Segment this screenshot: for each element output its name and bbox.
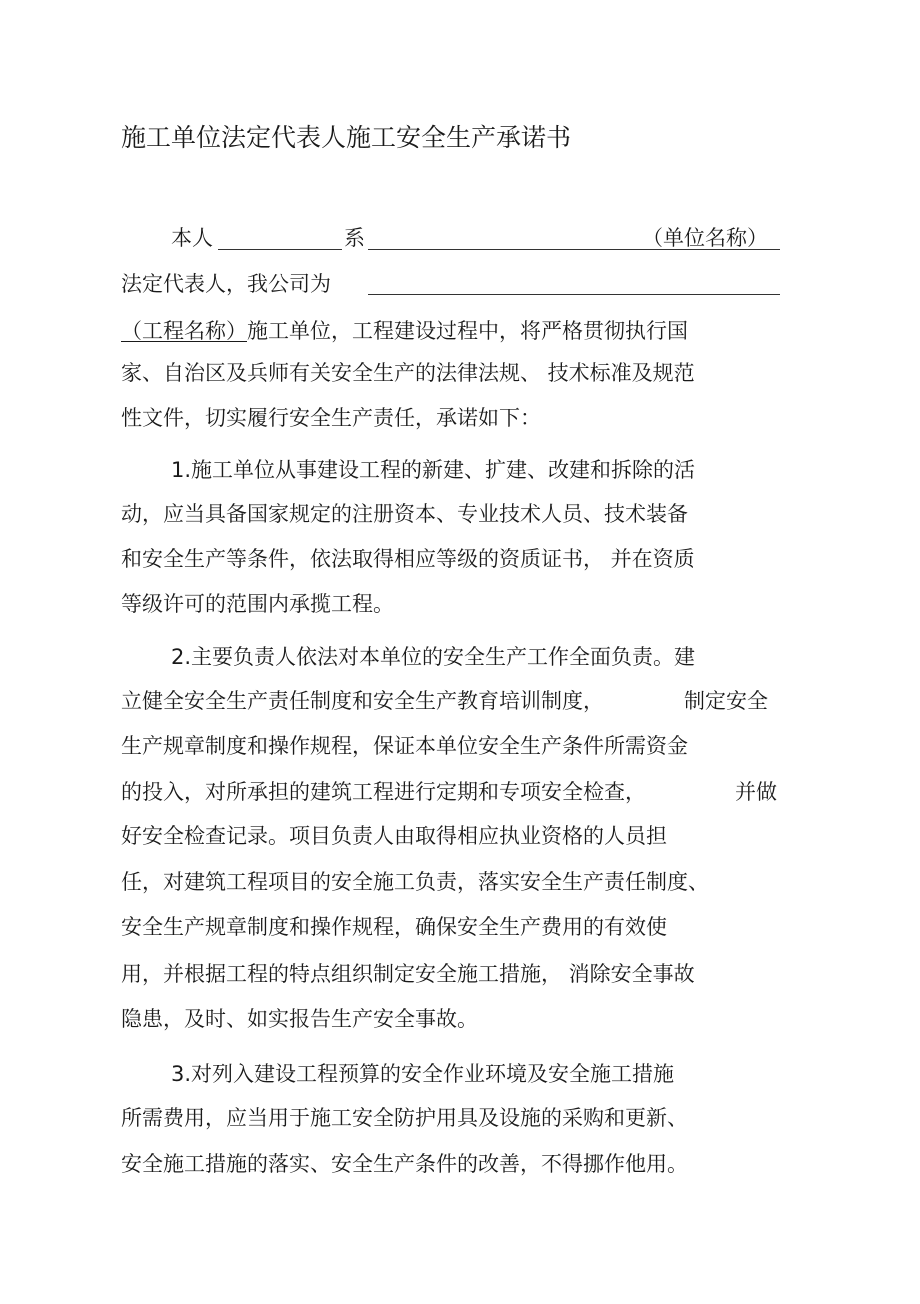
- item-2-line-9: 隐患，及时、如实报告生产安全事故。: [121, 1007, 478, 1031]
- item-2-line-8: 用，并根据工程的特点组织制定安全施工措施， 消除安全事故: [121, 962, 695, 986]
- item-1-number: 1.: [171, 458, 192, 482]
- intro-line-1-label: 本人: [171, 226, 213, 250]
- item-2-number: 2.: [171, 645, 192, 669]
- intro-line-2: 法定代表人，我公司为: [121, 272, 331, 296]
- intro-line-1-relation: 系: [344, 226, 365, 250]
- item-1-line-3: 和安全生产等条件，依法取得相应等级的资质证书， 并在资质: [121, 547, 695, 571]
- intro-line-3-text: 施工单位，工程建设过程中，将严格贯彻执行国: [247, 319, 688, 343]
- intro-line-3: [121, 317, 688, 345]
- item-2-line-6: 任，对建筑工程项目的安全施工负责，落实安全生产责任制度、: [121, 870, 709, 894]
- project-name-blank: [368, 294, 780, 295]
- item-1-line-4: 等级许可的范围内承揽工程。: [121, 592, 394, 616]
- document-title: 施工单位法定代表人施工安全生产承诺书: [121, 123, 572, 152]
- item-2-line-1: 2.主要负责人依法对本单位的安全生产工作全面负责。建: [171, 645, 696, 669]
- unit-name-hint: （单位名称）: [642, 226, 768, 250]
- item-2-line-2: 立健全安全生产责任制度和安全生产教育培训制度，: [121, 689, 604, 713]
- item-1-line-2: 动，应当具备国家规定的注册资本、专业技术人员、技术装备: [121, 502, 688, 526]
- name-blank: [218, 249, 342, 250]
- item-3-line-3: 安全施工措施的落实、安全生产条件的改善，不得挪作他用。: [121, 1152, 688, 1176]
- item-2-line-5: 好安全检查记录。项目负责人由取得相应执业资格的人员担: [121, 824, 667, 848]
- item-3-line-1: 3.对列入建设工程预算的安全作业环境及安全施工措施: [171, 1062, 675, 1086]
- item-2-line-3: 生产规章制度和操作规程，保证本单位安全生产条件所需资金: [121, 734, 688, 758]
- item-3-line-2: 所需费用，应当用于施工安全防护用具及设施的采购和更新、: [121, 1106, 688, 1130]
- item-2-line-4-end: 并做: [735, 780, 777, 804]
- item-2-line-2-end: 制定安全: [684, 689, 768, 713]
- item-3-number: 3.: [171, 1062, 192, 1086]
- item-2-line-7: 安全生产规章制度和操作规程，确保安全生产费用的有效使: [121, 915, 667, 939]
- item-1-line-1: 1.施工单位从事建设工程的新建、扩建、改建和拆除的活: [171, 458, 696, 482]
- project-name-hint: （工程名称）: [121, 319, 247, 343]
- item-2-line-4: 的投入，对所承担的建筑工程进行定期和专项安全检查，: [121, 780, 646, 804]
- intro-line-5: 性文件，切实履行安全生产责任，承诺如下：: [121, 406, 541, 430]
- intro-line-4: 家、自治区及兵师有关安全生产的法律法规、 技术标准及规范: [121, 361, 695, 385]
